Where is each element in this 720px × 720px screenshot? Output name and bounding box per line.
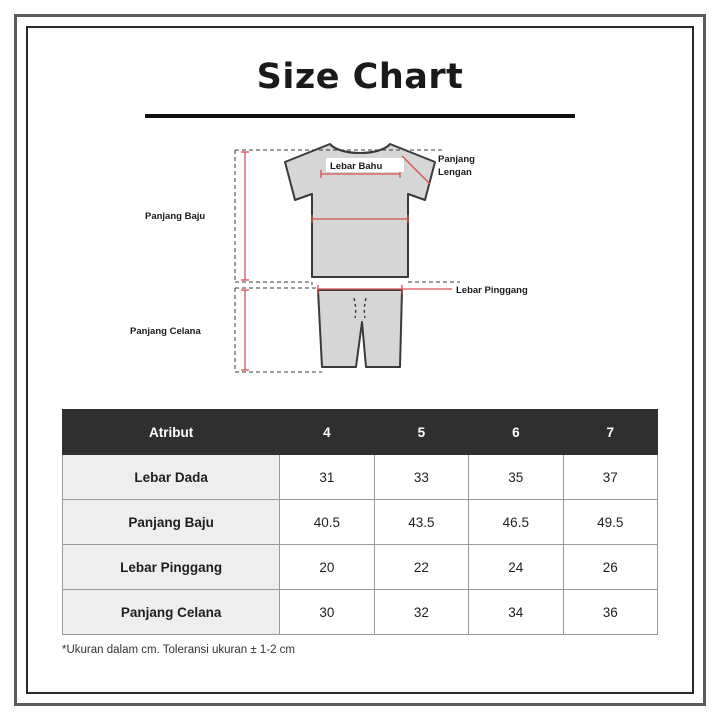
row-attribute: Lebar Pinggang <box>63 545 280 590</box>
table-row <box>63 590 658 635</box>
cell-value: 24 <box>469 545 563 590</box>
label-sleeve-length-line2: Lengan <box>438 167 472 178</box>
shorts-illustration <box>318 290 402 367</box>
label-shoulder-width: Lebar Bahu <box>330 161 383 172</box>
label-sleeve-length-line1: Panjang <box>438 154 475 165</box>
cell-value: 43.5 <box>374 500 468 545</box>
table-row <box>63 545 658 590</box>
garment-diagram <box>40 122 680 407</box>
cell-value: 34 <box>469 590 563 635</box>
table-row <box>63 455 658 500</box>
cell-value: 35 <box>469 455 563 500</box>
cell-value: 32 <box>374 590 468 635</box>
cell-value: 20 <box>280 545 374 590</box>
row-attribute: Panjang Baju <box>63 500 280 545</box>
label-waist-width: Lebar Pinggang <box>456 285 528 296</box>
size-table-body <box>63 455 658 635</box>
cell-value: 46.5 <box>469 500 563 545</box>
row-attribute: Panjang Celana <box>63 590 280 635</box>
table-row <box>63 500 658 545</box>
table-header-row <box>63 410 658 455</box>
cell-value: 31 <box>280 455 374 500</box>
row-attribute: Lebar Dada <box>63 455 280 500</box>
label-shirt-length: Panjang Baju <box>145 211 206 222</box>
cell-value: 49.5 <box>563 500 657 545</box>
header-size-4: 4 <box>280 410 374 455</box>
cell-value: 22 <box>374 545 468 590</box>
cell-value: 26 <box>563 545 657 590</box>
cell-value: 40.5 <box>280 500 374 545</box>
title-divider <box>145 114 575 118</box>
header-size-6: 6 <box>469 410 563 455</box>
garment-diagram-svg <box>40 122 680 407</box>
measurement-note: *Ukuran dalam cm. Toleransi ukuran ± 1-2 cm <box>62 644 295 656</box>
cell-value: 30 <box>280 590 374 635</box>
cell-value: 33 <box>374 455 468 500</box>
header-size-5: 5 <box>374 410 468 455</box>
size-table-head <box>63 410 658 455</box>
size-table-container <box>40 409 680 656</box>
header-size-7: 7 <box>563 410 657 455</box>
cell-value: 37 <box>563 455 657 500</box>
page-content <box>40 40 680 680</box>
size-table <box>62 409 658 635</box>
header-attribute: Atribut <box>63 410 280 455</box>
label-pants-length: Panjang Celana <box>130 326 201 337</box>
cell-value: 36 <box>563 590 657 635</box>
page-title: Size Chart <box>256 57 464 97</box>
